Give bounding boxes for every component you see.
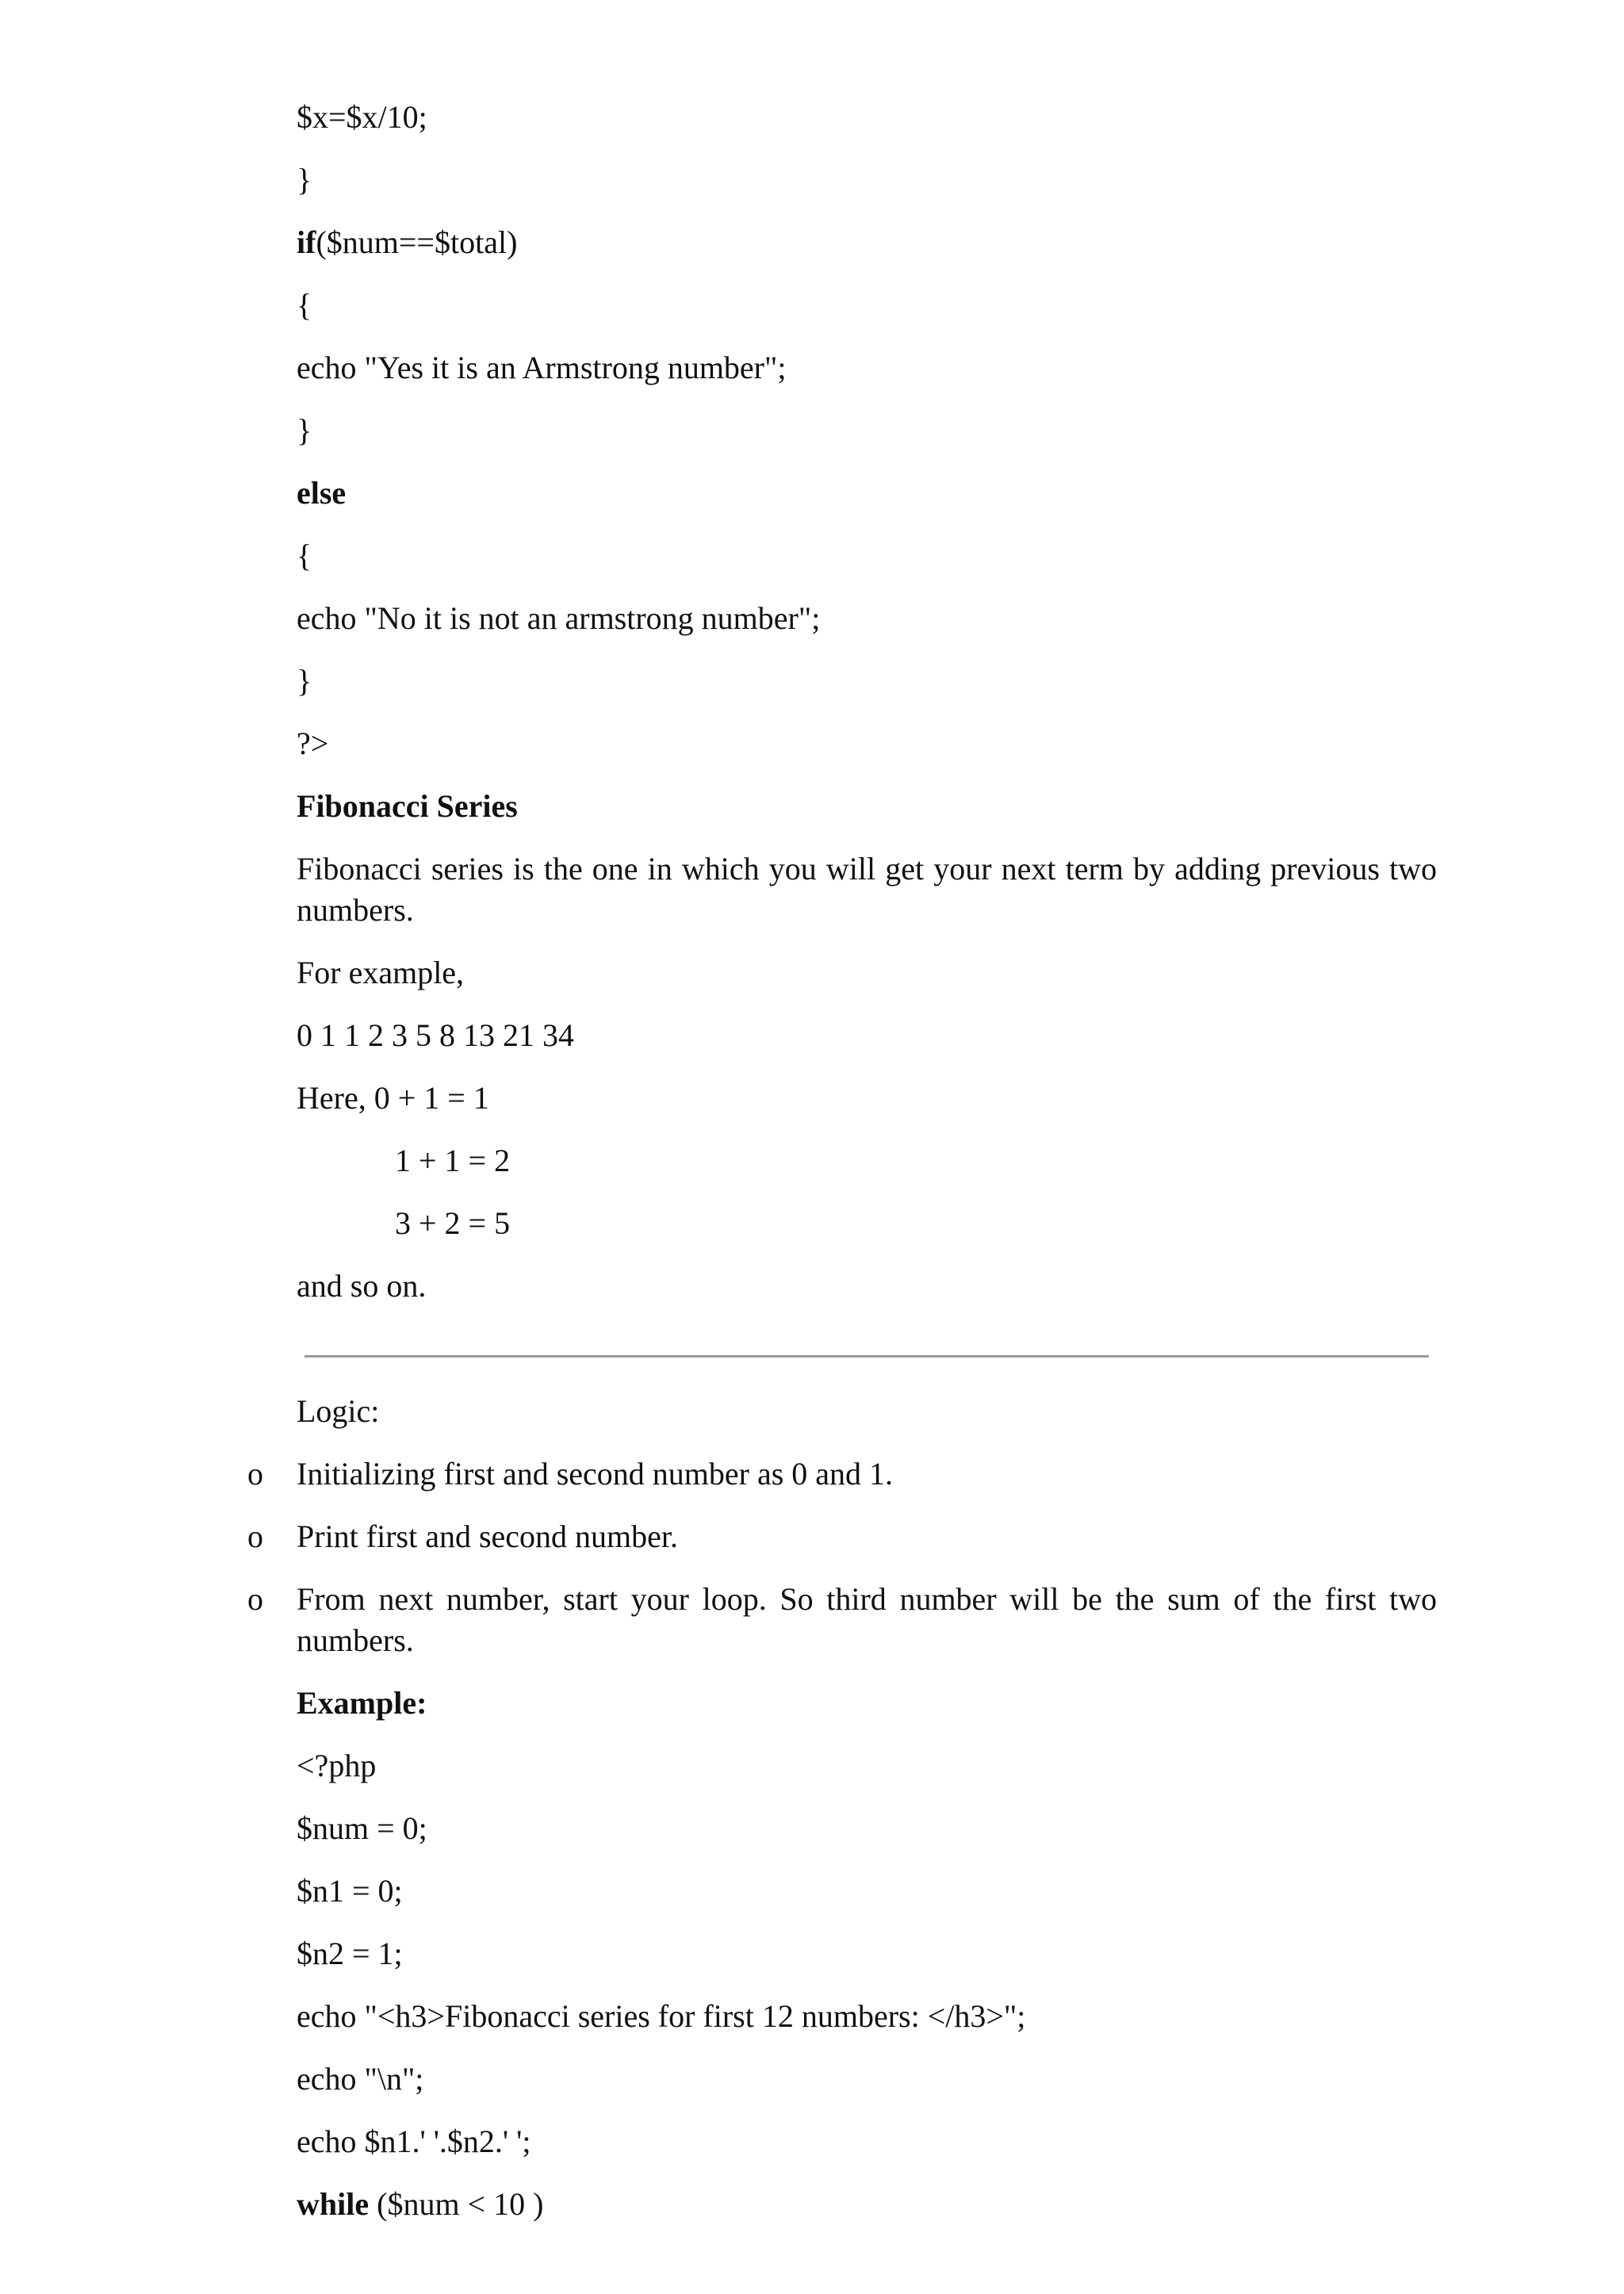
code-line-close-brace: } — [297, 412, 312, 448]
while-condition: ($num < 10 ) — [369, 2186, 544, 2222]
code-line-echo-no: echo "No it is not an armstrong number"; — [297, 600, 821, 636]
code-line-echo-n1-n2: echo $n1.' '.$n2.' '; — [297, 2124, 531, 2159]
horizontal-divider — [304, 1355, 1429, 1358]
section-heading-example: Example: — [297, 1685, 427, 1721]
code-line-open-brace: { — [297, 538, 312, 573]
for-example-text: For example, — [297, 955, 465, 990]
keyword-while: while — [297, 2186, 370, 2222]
code-line-echo-heading: echo "<h3>Fibonacci series for first 12 numbers: </h3>"; — [297, 1998, 1026, 2034]
logic-item: Initializing first and second number as 0 and 1. — [297, 1456, 894, 1492]
and-so-on-text: and so on. — [297, 1268, 427, 1304]
code-line-x-divide: $x=$x/10; — [297, 99, 427, 135]
fibonacci-description: Fibonacci series is the one in which you will get your next term by adding previous two numbers. — [297, 851, 1437, 928]
keyword-if: if — [297, 224, 316, 260]
logic-item: Print first and second number. — [297, 1518, 679, 1554]
code-line-echo-yes: echo "Yes it is an Armstrong number"; — [297, 350, 787, 385]
code-line-n1: $n1 = 0; — [297, 1873, 403, 1909]
code-line-close-brace: } — [297, 162, 312, 197]
bullet-marker: o — [247, 1456, 263, 1492]
section-heading-fibonacci: Fibonacci Series — [297, 788, 518, 824]
code-line-open-brace: { — [297, 287, 312, 323]
code-line-num: $num = 0; — [297, 1810, 427, 1846]
code-line-php-close: ?> — [297, 726, 329, 761]
code-line-else: else — [297, 475, 347, 511]
logic-label: Logic: — [297, 1393, 380, 1429]
equation-line: Here, 0 + 1 = 1 — [297, 1080, 489, 1116]
bullet-marker: o — [247, 1518, 263, 1554]
logic-item: From next number, start your loop. So third number will be the sum of the first two numbers. — [297, 1581, 1437, 1658]
fibonacci-sequence: 0 1 1 2 3 5 8 13 21 34 — [297, 1017, 574, 1053]
equation-line: 3 + 2 = 5 — [395, 1205, 511, 1241]
code-line-n2: $n2 = 1; — [297, 1936, 403, 1971]
if-condition: ($num==$total) — [316, 224, 518, 260]
equation-line: 1 + 1 = 2 — [395, 1143, 511, 1178]
code-line-echo-newline: echo "\n"; — [297, 2061, 424, 2097]
code-line-php-open: <?php — [297, 1748, 377, 1783]
code-line-if — [297, 222, 517, 263]
bullet-marker: o — [247, 1581, 263, 1617]
code-line-while — [297, 2184, 543, 2225]
code-line-close-brace: } — [297, 663, 312, 699]
